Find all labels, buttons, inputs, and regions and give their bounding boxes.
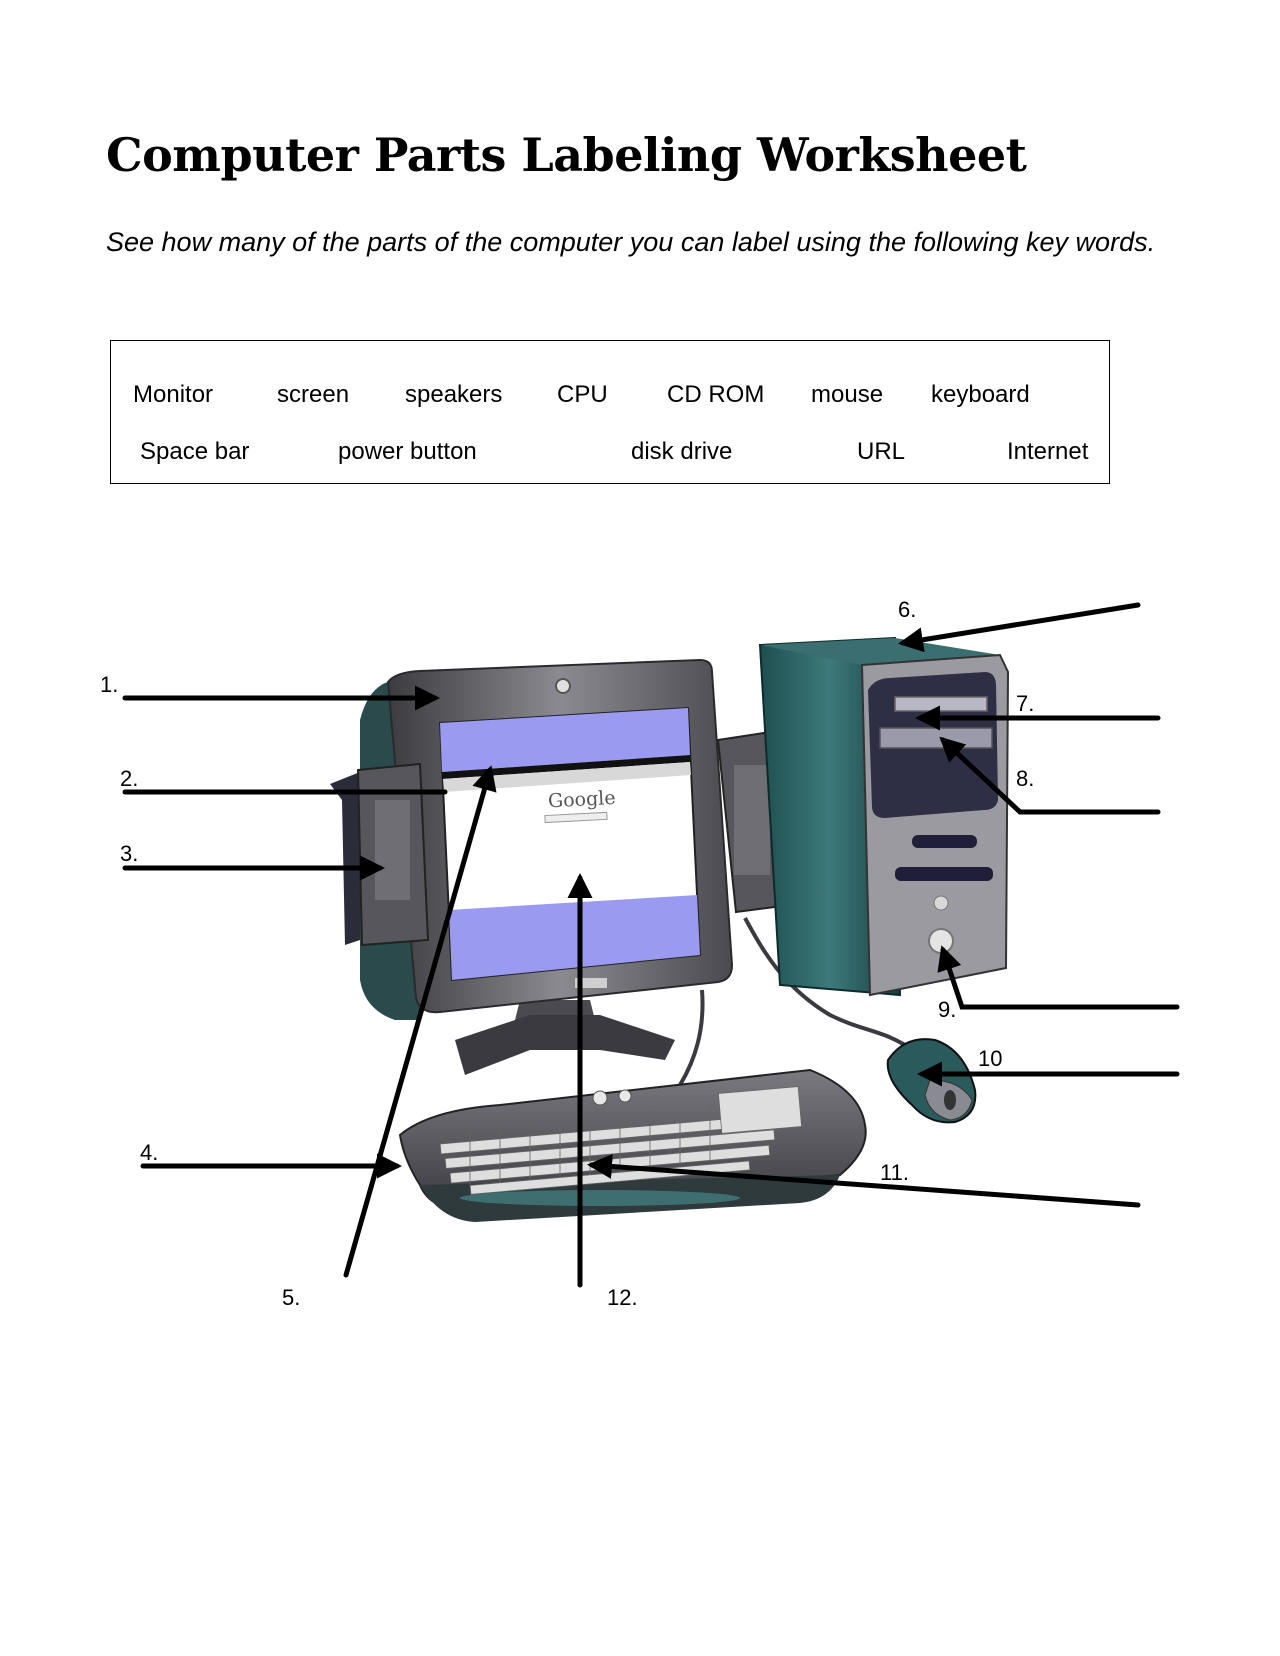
mouse	[888, 1039, 976, 1122]
label-number-6: 6.	[898, 597, 917, 622]
disk-drive-slot-1	[912, 835, 977, 848]
reset-button	[934, 896, 948, 910]
key-word-cd-rom: CD ROM	[667, 381, 765, 408]
webcam-icon	[556, 679, 570, 693]
key-word-speakers: speakers	[405, 381, 503, 408]
label-number-2: 2.	[120, 766, 139, 791]
cpu-tower	[760, 638, 1008, 995]
arrow-6	[903, 605, 1138, 643]
worksheet-instructions: See how many of the parts of the computer you can label using the following key words.	[106, 227, 1156, 257]
label-number-3: 3.	[120, 841, 139, 866]
key-word-internet: Internet	[1007, 438, 1089, 465]
label-number-1: 1.	[100, 672, 119, 697]
key-word-mouse: mouse	[811, 381, 884, 408]
label-number-12: 12.	[607, 1285, 638, 1310]
key-word-keyboard: keyboard	[931, 381, 1030, 408]
worksheet-title: Computer Parts Labeling Worksheet	[106, 128, 1027, 182]
cd-rom-drive	[895, 697, 987, 711]
google-logo: Google	[547, 786, 617, 813]
keyboard	[400, 1070, 866, 1222]
label-number-7: 7.	[1016, 691, 1035, 716]
mouse-scroll-wheel	[944, 1090, 956, 1110]
monitor-stand	[455, 1000, 675, 1075]
keyboard-cable	[680, 990, 703, 1085]
key-word-disk-drive: disk drive	[631, 438, 733, 465]
label-number-8: 8.	[1016, 766, 1035, 791]
monitor-screen	[440, 708, 700, 980]
key-word-monitor: Monitor	[133, 381, 214, 408]
label-number-5: 5.	[282, 1285, 301, 1310]
wrist-rest	[460, 1190, 740, 1206]
label-number-9: 9.	[938, 997, 957, 1022]
label-number-10: 10	[978, 1046, 1003, 1071]
key-word-screen: screen	[277, 381, 350, 408]
key-word-power-button: power button	[338, 438, 477, 465]
key-word-space-bar: Space bar	[140, 438, 250, 465]
key-word-cpu: CPU	[557, 381, 608, 408]
label-number-4: 4.	[140, 1140, 159, 1165]
label-number-11: 11.	[880, 1160, 909, 1185]
disk-drive-slot-2	[895, 867, 993, 881]
cd-rom-tray	[880, 728, 992, 748]
key-word-url: URL	[857, 438, 906, 465]
